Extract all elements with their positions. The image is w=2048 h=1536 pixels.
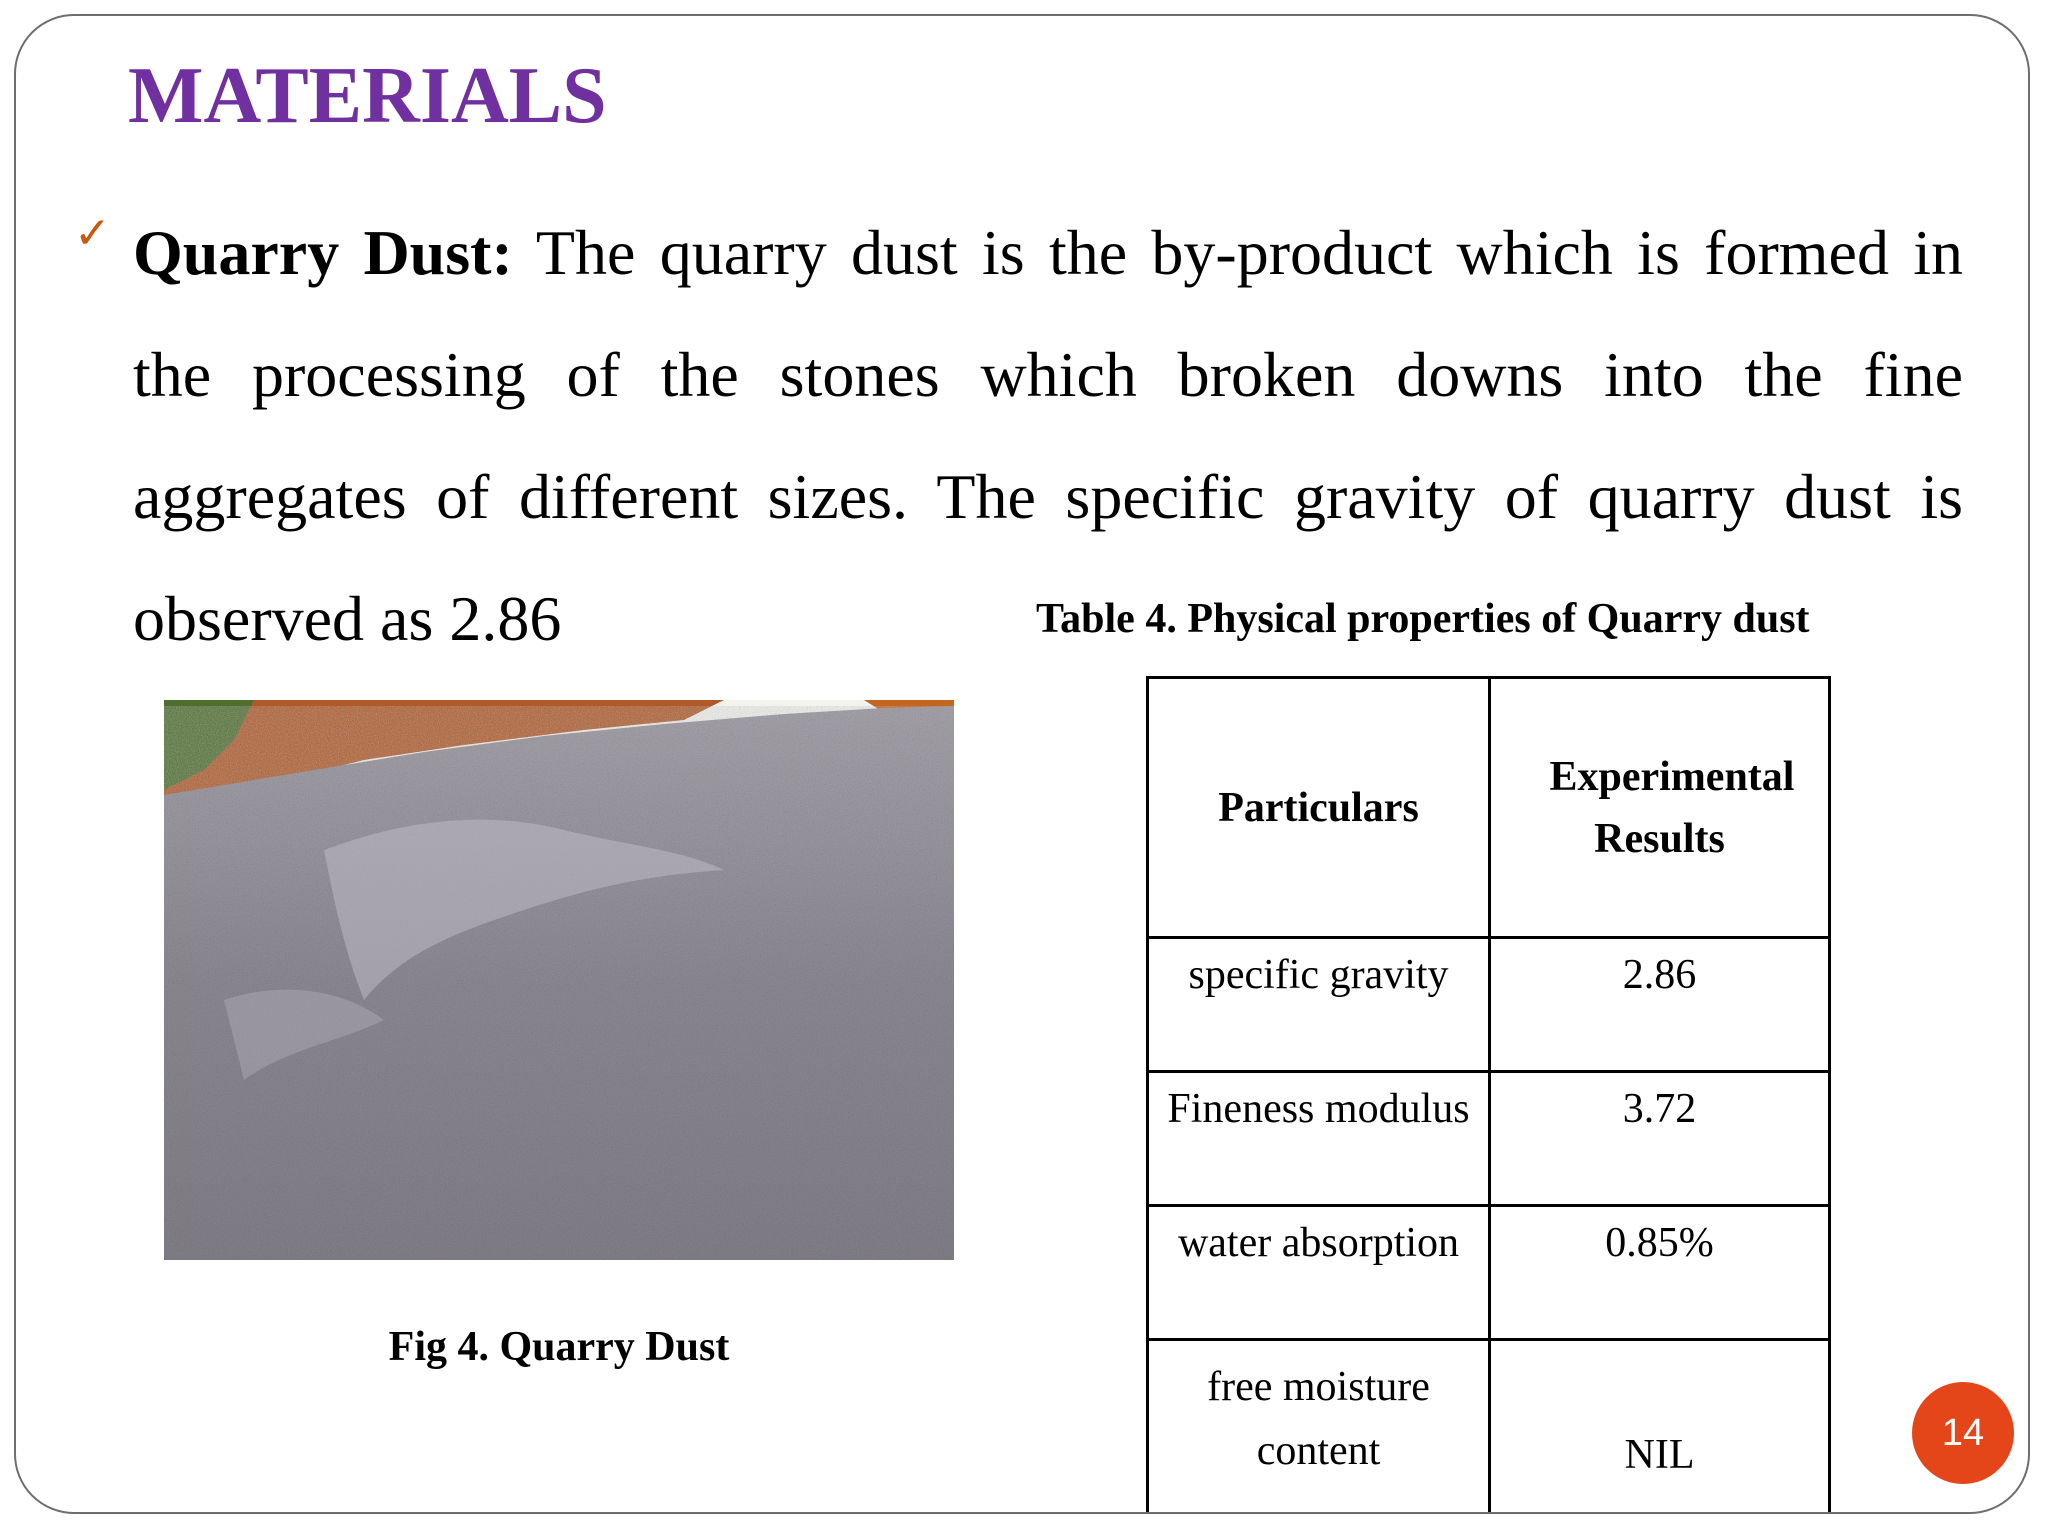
table-cell-text: free moisture content [1207, 1364, 1430, 1474]
figure-caption: Fig 4. Quarry Dust [388, 1324, 730, 1370]
table-header-row [1148, 678, 1830, 938]
table-row [1148, 1072, 1830, 1206]
table-cell: specific gravity [1148, 938, 1490, 1072]
table-header-cell: Particulars [1148, 678, 1490, 938]
bullet-text: The quarry dust is the by-product which is formed in the processing of the stones which broken downs into the fine aggregates of different sizes. The specific gravity of quarry dust is observed as 2.86 [133, 217, 1964, 654]
table-cell: NIL [1490, 1340, 1830, 1515]
table-row [1148, 1340, 1830, 1515]
physical-properties-table [1146, 676, 1831, 1514]
table-row [1148, 1206, 1830, 1340]
table-cell: 0.85% [1490, 1206, 1830, 1340]
slide-frame [14, 14, 2030, 1514]
table-cell: water absorption [1148, 1206, 1490, 1340]
table-caption: Table 4. Physical properties of Quarry dust [1036, 596, 1810, 642]
table-cell: 2.86 [1490, 938, 1830, 1072]
table-cell: 3.72 [1490, 1072, 1830, 1206]
slide-title: MATERIALS [128, 52, 607, 140]
table-row [1148, 938, 1830, 1072]
quarry-dust-illustration [164, 700, 954, 1260]
table-cell [1148, 1340, 1490, 1515]
bullet-lead: Quarry Dust: [133, 217, 513, 288]
table-header-cell [1490, 678, 1830, 938]
checkmark-bullet-icon: ✓ [74, 208, 111, 259]
table-cell: Fineness modulus [1148, 1072, 1490, 1206]
table-header-text: Experimental Results [1549, 753, 1795, 862]
page-number-badge: 14 [1912, 1382, 2014, 1484]
quarry-dust-photo [164, 700, 954, 1260]
